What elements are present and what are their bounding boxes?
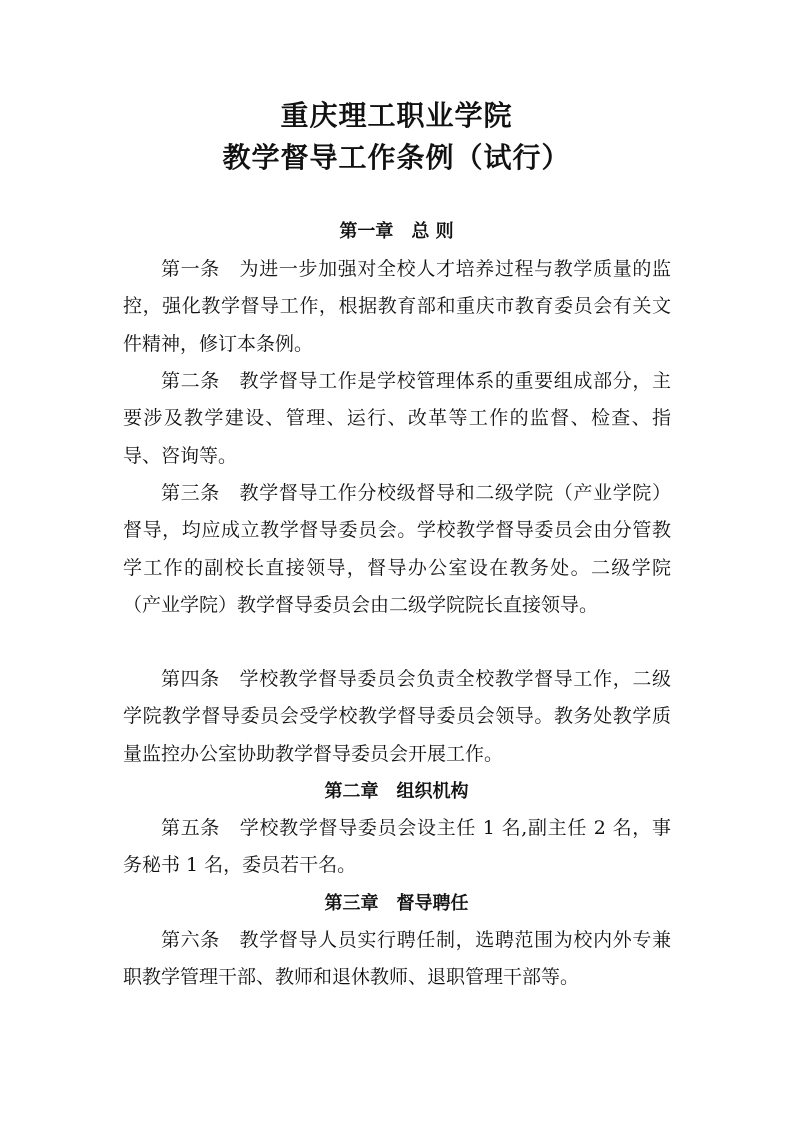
article-6: 第六条 教学督导人员实行聘任制，选聘范围为校内外专兼职教学管理干部、教师和退休教师、退职管理干部等。 bbox=[123, 929, 671, 989]
article-3: 第三条 教学督导工作分校级督导和二级学院（产业学院）督导，均应成立教学督导委员会。学校教学督导委员会由分管教学工作的副校长直接领导，督导办公室设在教务处。二级学院（产业学院）教学督导委员会由二级学院院长直接领导。 bbox=[123, 482, 671, 616]
document-title-regulation: 教学督导工作条例（试行） bbox=[222, 141, 571, 174]
article-1: 第一条 为进一步加强对全校人才培养过程与教学质量的监控，强化教学督导工作，根据教育部和重庆市教育委员会有关文件精神，修订本条例。 bbox=[123, 258, 671, 355]
article-5: 第五条 学校教学督导委员会设主任 1 名,副主任 2 名，事务秘书 1 名，委员若干名。 bbox=[123, 817, 671, 877]
chapter-heading-1: 第一章 总 则 bbox=[339, 221, 454, 242]
article-4: 第四条 学校教学督导委员会负责全校教学督导工作，二级学院教学督导委员会受学校教学督导委员会领导。教务处教学质量监控办公室协助教学督导委员会开展工作。 bbox=[123, 668, 671, 765]
chapter-heading-3: 第三章 督导聘任 bbox=[324, 893, 469, 914]
chapter-heading-2: 第二章 组织机构 bbox=[324, 781, 469, 802]
article-2: 第二条 教学督导工作是学校管理体系的重要组成部分，主要涉及教学建设、管理、运行、改革等工作的监督、检查、指导、咨询等。 bbox=[123, 370, 671, 467]
document-title-school: 重庆理工职业学院 bbox=[280, 99, 513, 132]
